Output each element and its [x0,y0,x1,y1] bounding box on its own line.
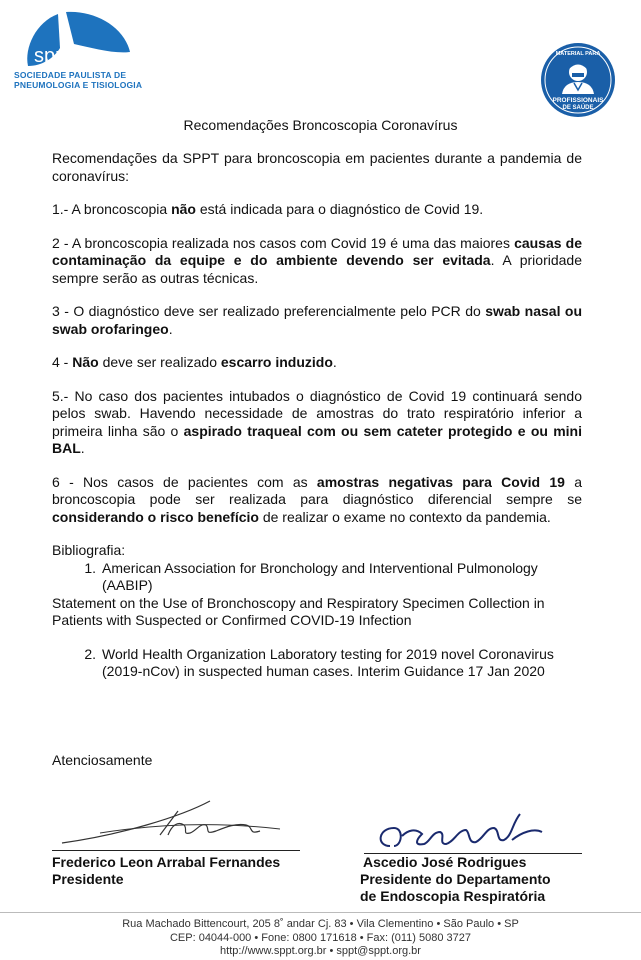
badge-bottom-text-2: DE SAÚDE [562,105,594,111]
recommendation-2: 2 - A broncoscopia realizada nos casos com Covid 19 é uma das maiores causas de contaminação da equipe e do ambiente devendo ser evitada. A prioridade sempre serão as outras técnicas. [52,234,582,286]
logo-name-line2: PNEUMOLOGIA E TISIOLOGIA [14,80,143,90]
bibliography-heading: Bibliografia: [52,542,126,558]
recommendation-5: 5.- No caso dos pacientes intubados o diagnóstico de Covid 19 continuará sendo pelos swab. Havendo necessidade de amostras do trato respiratório inferior a primeira linha são o aspirado traqueal com ou sem cateter protegido e ou mini BAL. [52,387,582,456]
signer-2-role-1: Presidente do Departamento [360,871,551,887]
ref-2-number: 2. [84,645,96,662]
recommendation-3: 3 - O diagnóstico deve ser realizado preferencialmente pelo PCR do swab nasal ou swab orofaringeo. [52,303,583,337]
recommendation-6: 6 - Nos casos de pacientes com as amostras negativas para Covid 19 a broncoscopia pode ser realizada para diagnóstico diferencial sempre se considerando o risco benefício de realizar o exame no contexto da pandemia. [52,473,582,525]
footer [0,918,641,959]
health-professionals-badge [540,42,616,118]
signature-2 [372,806,562,856]
recommendation-1: 1.- A broncoscopia não está indicada para o diagnóstico de Covid 19. [52,201,484,217]
document-body [52,150,582,681]
signer-2-name: Ascedio José Rodrigues [363,854,527,870]
signer-2-block [360,854,551,905]
recommendation-4: 4 - Não deve ser realizado escarro induzido. [52,354,337,370]
ref-1-statement: Statement on the Use of Bronchoscopy and Respiratory Specimen Collection in Patients with Suspected or Confirmed COVID-19 Infection [52,594,545,628]
logo-society-name [14,70,164,90]
sppt-logo [14,8,164,100]
badge-bottom-text-1: PROFISSIONAIS [552,97,604,104]
signer-1-role: Presidente [52,871,124,887]
logo-name-line1: SOCIEDADE PAULISTA DE [14,70,127,80]
ref-2-text: World Health Organization Laboratory testing for 2019 novel Coronavirus (2019-nCov) in suspected human cases. Interim Guidance 17 Jan 2020 [102,645,554,679]
bibliography-ref-1 [52,560,582,595]
ref-1-text: American Association for Bronchology and Interventional Pulmonology (AABIP) [102,559,538,593]
ref-1-number: 1. [84,559,96,576]
signer-1-block [52,854,280,888]
bibliography-ref-2 [52,646,582,681]
badge-top-text: MATERIAL PARA [555,51,601,57]
footer-contact: CEP: 04044-000 • Fone: 0800 171618 • Fax: (011) 5080 3727 [169,931,472,944]
footer-web: http://www.sppt.org.br • sppt@sppt.org.br [220,945,421,957]
doctor-badge-icon [540,42,616,118]
footer-divider [0,912,641,913]
signature-line-1 [52,850,300,851]
logo-word: sppt [34,45,72,67]
closing-salutation: Atenciosamente [52,752,153,768]
document-title: Recomendações Broncoscopia Coronavírus [183,117,458,133]
signer-2-role-2: de Endoscopia Respiratória [360,888,546,904]
lungs-logo-icon [14,8,144,70]
intro-paragraph: Recomendações da SPPT para broncoscopia em pacientes durante a pandemia de coronavírus: [52,150,582,184]
footer-address: Rua Machado Bittencourt, 205 8˚ andar Cj. 83 • Vila Clementino • São Paulo • SP [122,918,519,930]
signature-1 [60,795,300,850]
signer-1-name: Frederico Leon Arrabal Fernandes [52,854,281,870]
